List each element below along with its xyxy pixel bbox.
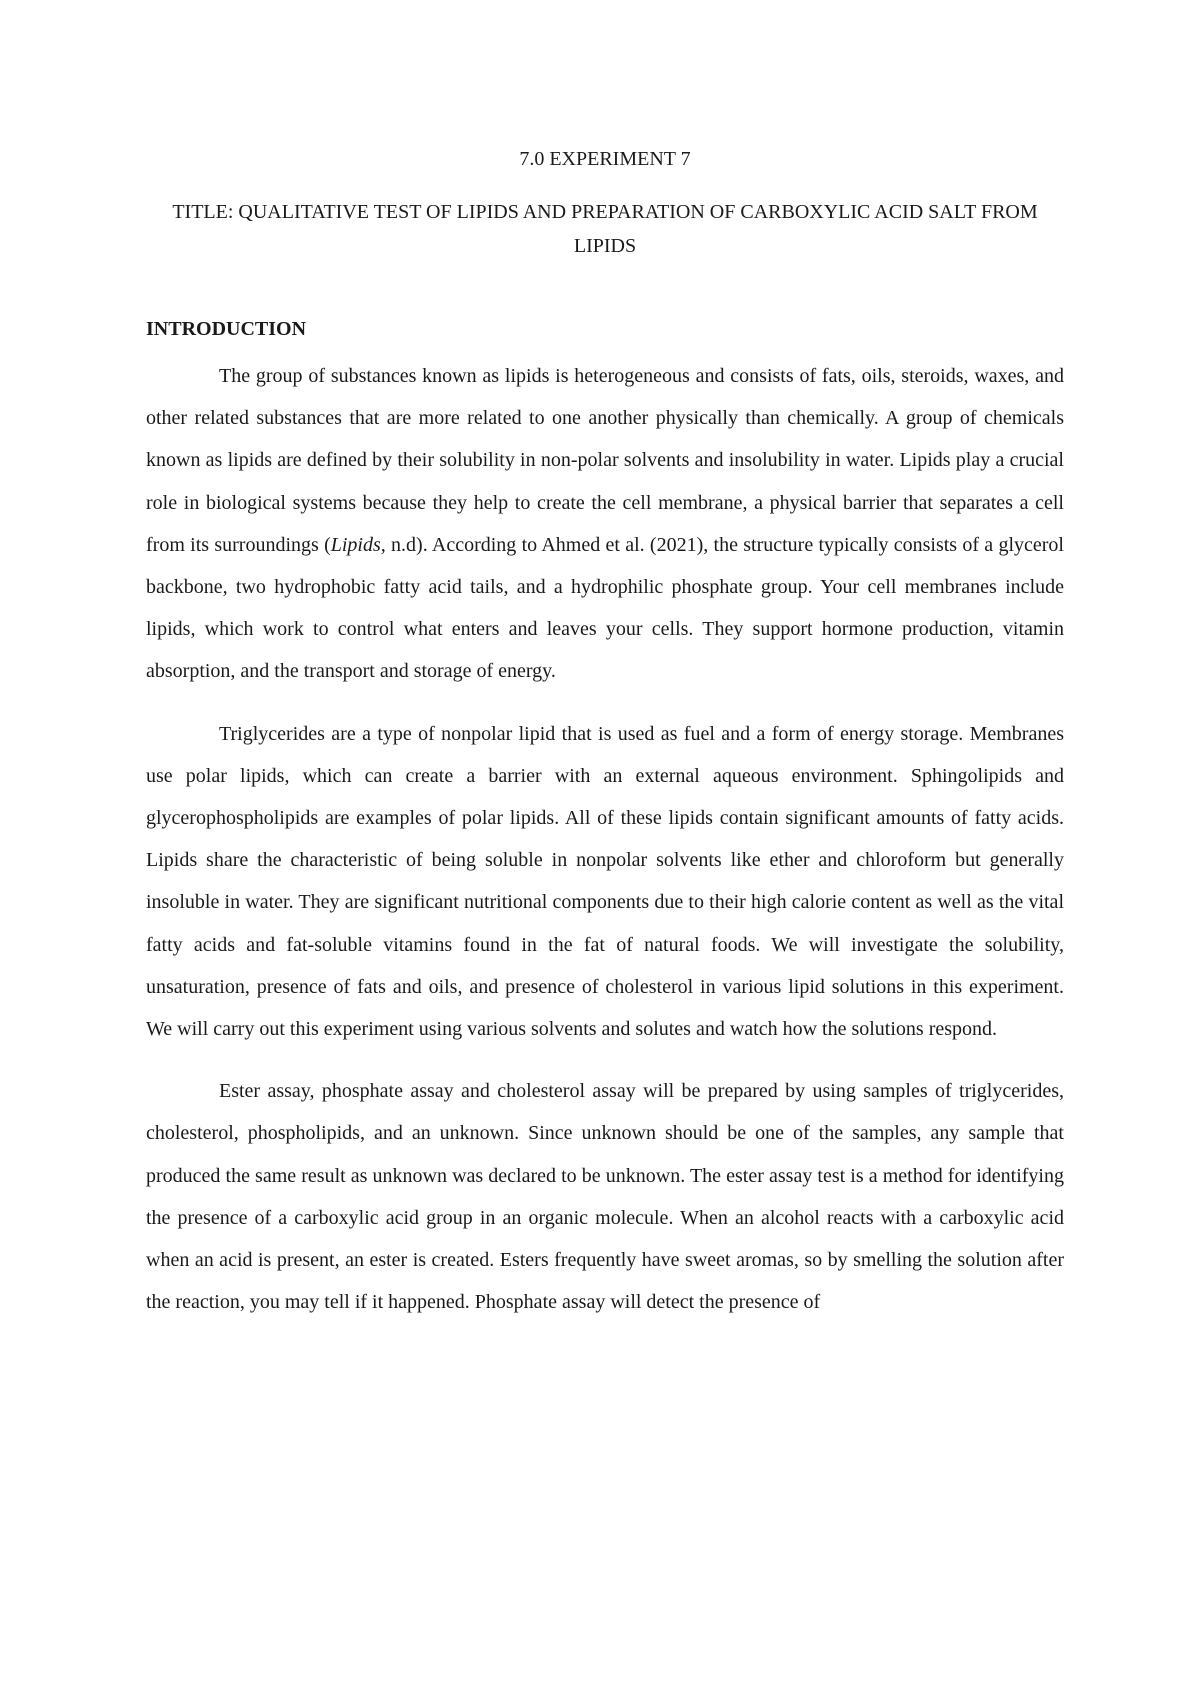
experiment-heading: 7.0 EXPERIMENT 7 — [519, 148, 691, 170]
intro-paragraph-2: Triglycerides are a type of nonpolar lipid that is used as fuel and a form of energy storage. Membranes use polar lipids, which can create a barrier with an external aqueous environment. Sphingolipids and glycerophospholipids are examples of polar lipids. All of these lipids contain significant amounts of fatty acids. Lipids share the characteristic of being soluble in nonpolar solvents like ether and chloroform but generally insoluble in water. They are significant nutritional components due to their high calorie content as well as the vital fatty acids and fat-soluble vitamins found in the fat of natural foods. We will investigate the solubility, unsaturation, presence of fats and oils, and presence of cholesterol in various lipid solutions in this experiment. We will carry out this experiment using various solvents and solutes and watch how the solutions respond. — [146, 722, 1064, 1041]
page-content — [146, 145, 1064, 1323]
paragraph-1-text-after-citation: n.d). According to Ahmed et al. (2021), the structure typically consists of a glycerol backbone, two hydrophobic fatty acid tails, and a hydrophilic phosphate group. Your cell membranes include lipids, which work to control what enters and leaves your cells. They support hormone production, vitamin absorption, and the transport and storage of energy. — [146, 533, 1064, 683]
document-title: TITLE: QUALITATIVE TEST OF LIPIDS AND PREPARATION OF CARBOXYLIC ACID SALT FROM LIPIDS — [172, 201, 1038, 257]
paragraph-1-text-before-citation: The group of substances known as lipids is heterogeneous and consists of fats, oils, steroids, waxes, and other related substances that are more related to one another physically than chemically. A group of chemicals known as lipids are defined by their solubility in non-polar solvents and insolubility in water. Lipids play a crucial role in biological systems because they help to create the cell membrane, a physical barrier that separates a cell from its surroundings ( — [146, 365, 1064, 556]
intro-paragraph-3: Ester assay, phosphate assay and cholesterol assay will be prepared by using samples of triglycerides, cholesterol, phospholipids, and an unknown. Since unknown should be one of the samples, any sample that produced the same result as unknown was declared to be unknown. The ester assay test is a method for identifying the presence of a carboxylic acid group in an organic molecule. When an alcohol reacts with a carboxylic acid when an acid is present, an ester is created. Esters frequently have sweet aromas, so by smelling the solution after the reaction, you may tell if it happened. Phosphate assay will detect the presence of — [146, 1080, 1064, 1314]
intro-paragraph-1 — [146, 355, 1064, 693]
citation-italic: Lipids, — [330, 533, 386, 556]
introduction-heading: INTRODUCTION — [146, 318, 307, 340]
